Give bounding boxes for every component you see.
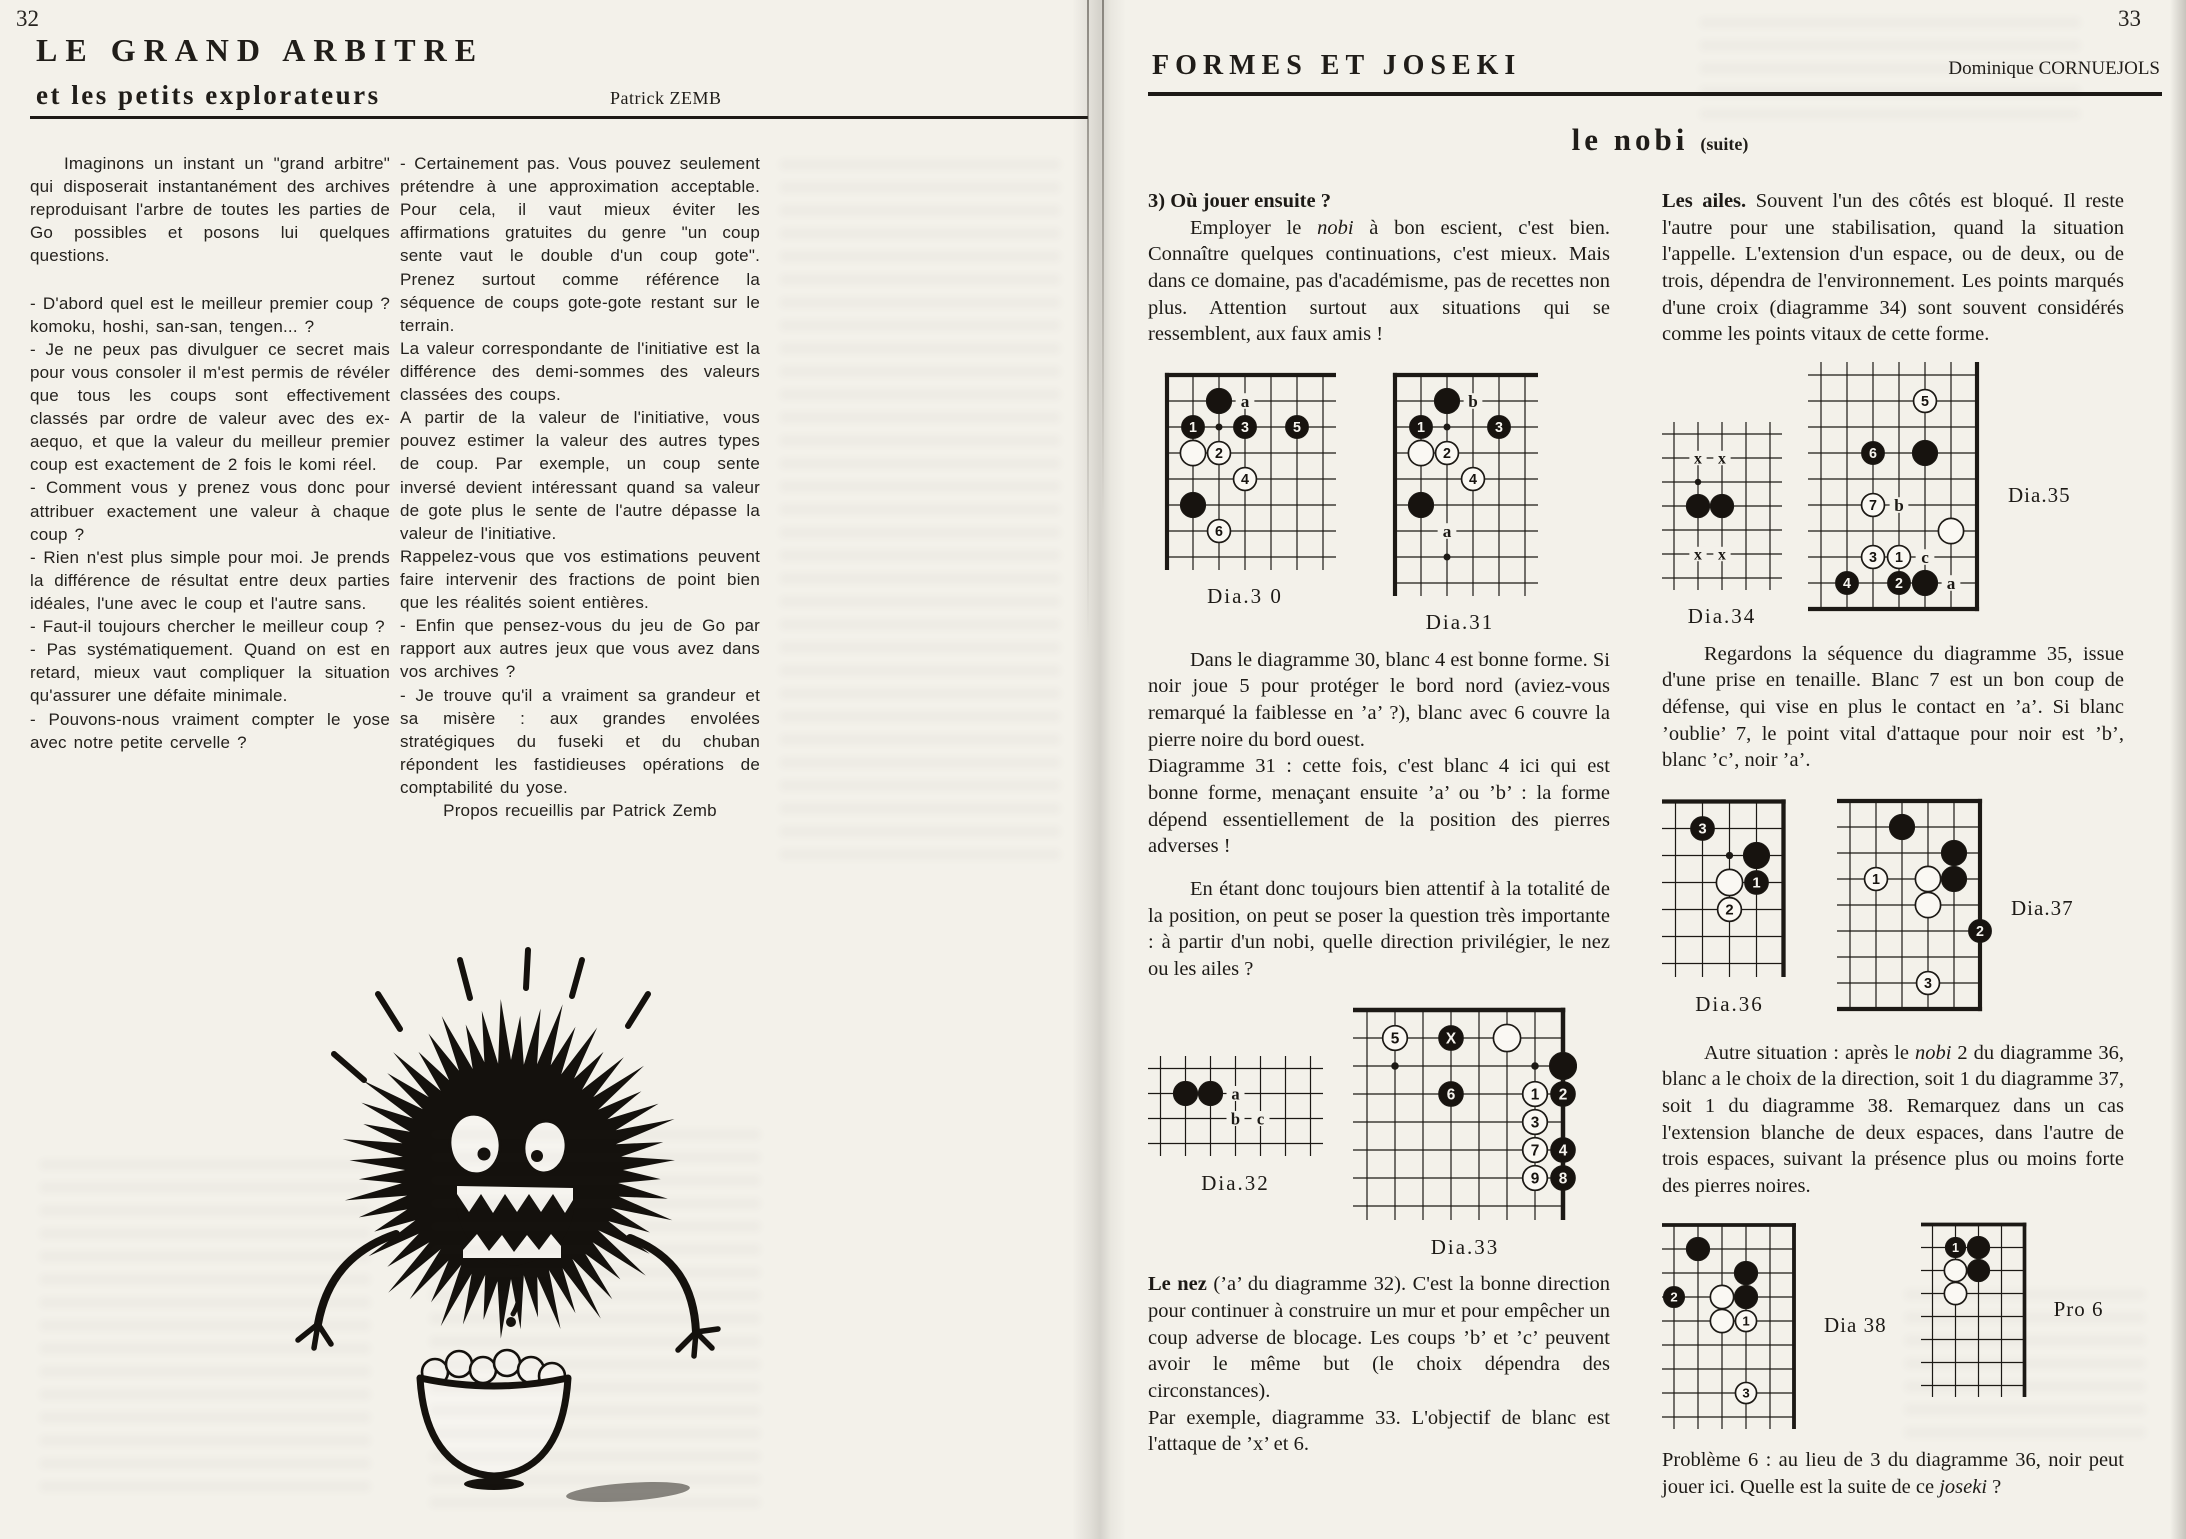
svg-text:1: 1: [1872, 871, 1880, 888]
svg-text:6: 6: [1869, 445, 1877, 462]
diagram-caption-38: Dia 38: [1824, 1312, 1887, 1337]
go-diagram-30: [1154, 362, 1336, 611]
left-article-title: LE GRAND ARBITRE: [36, 32, 485, 68]
right-col1-text-c: [1148, 1271, 1610, 1457]
paragraph: Rappelez-vous que vos estimations peuvent faire intervenir des fractions de point bien que les réalités soient entières.: [400, 546, 760, 613]
paragraph: Regardons la séquence du diagramme 35, issue d'une prise en tenaille. Blanc 7 est un bon coup de défense, qui vise en plus le contact en ’a’. Si blanc ’oublie’ 7, le point vital d'attaque pour noir est ’b’, blanc ’c’, noir ’a’.: [1662, 642, 2124, 772]
svg-text:4: 4: [1843, 575, 1851, 592]
svg-text:b: b: [1230, 1109, 1241, 1129]
svg-text:3: 3: [1530, 1114, 1540, 1132]
paragraph: Les ailes. Souvent l'un des côtés est bloqué. Il reste l'autre pour une stabilisation, quand la situation l'appelle. L'extension d'un espace, ou de deux, ou de trois, dépendra de l'environnement. Les points marqués d'une croix (diagramme 34) sont souvent considérés comme les points vitaux de cette forme.: [1662, 190, 2125, 346]
svg-text:2: 2: [1895, 575, 1903, 592]
page-number-left: 32: [16, 6, 39, 31]
gutter-line: [1087, 0, 1089, 640]
paragraph: - Pas systématiquement. Quand on est en retard, mieux vaut compliquer la situation qu'assurer une défaite minimale.: [30, 640, 390, 706]
right-col1-text-b: [1148, 647, 1610, 983]
svg-text:4: 4: [1241, 471, 1249, 488]
svg-text:3: 3: [1742, 1386, 1750, 1402]
svg-text:3: 3: [1869, 549, 1877, 566]
svg-text:a: a: [1946, 574, 1956, 594]
diagram-caption-31: Dia.31: [1425, 610, 1495, 635]
svg-text:1: 1: [1742, 1314, 1750, 1330]
paragraph: Diagramme 31 : cette fois, c'est blanc 4 ici qui est bonne forme, menaçant ensuite ’a’ ou ’b’ : la forme dépend essentiellement de la position des pierres adverses !: [1148, 755, 1610, 858]
go-diagram-37: [1837, 788, 2074, 1030]
go-board-37: [1837, 788, 1993, 1030]
svg-text:7: 7: [1530, 1142, 1540, 1160]
diagram-caption-30: Dia.3 0: [1207, 584, 1283, 609]
paragraph: En étant donc toujours bien attentif à la totalité de la position, on peut se poser la question très importante : à partir d'un nobi, quelle direction privilégier, le nez ou les ailes ?: [1148, 877, 1610, 980]
svg-text:c: c: [1921, 548, 1929, 568]
paragraph: Imaginons un instant un "grand arbitre" qui disposerait instantanément des archives reproduisant l'arbre de toutes les parties de Go possibles et posons lui quelques questions.: [30, 154, 390, 266]
go-diagram-31: [1382, 362, 1538, 637]
section-heading-suffix: (suite): [1700, 134, 1749, 154]
paragraph: Par exemple, diagramme 33. L'objectif de blanc est l'attaque de ’x’ et 6.: [1148, 1406, 1610, 1456]
go-board-31: [1382, 362, 1538, 604]
go-diagram-33: [1353, 996, 1577, 1261]
diagram-row-38-pro6: [1662, 1213, 2124, 1437]
paragraph: Employer le nobi à bon escient, c'est bien. Connaître quelques continuations, c'est mieux. Mais dans ce domaine, pas d'académisme, pas de recettes non plus. Attention surtout aux situations qui se ressemblent, aux faux amis !: [1148, 216, 1610, 346]
svg-text:5: 5: [1921, 393, 1929, 410]
angry-furball-cartoon: [228, 932, 750, 1532]
paragraph: - Comment vous y prenez vous donc pour attribuer exactement une valeur à chaque coup ?: [30, 478, 390, 544]
paragraph: 3) Où jouer ensuite ?: [1148, 190, 1331, 212]
svg-text:2: 2: [1670, 1290, 1678, 1306]
svg-text:1: 1: [1530, 1086, 1540, 1104]
go-board-30: [1154, 362, 1336, 578]
paragraph: - Faut-il toujours chercher le meilleur coup ?: [30, 617, 385, 637]
diagram-caption-35: Dia.35: [2008, 483, 2071, 508]
diagram-row-30-31: [1154, 362, 1610, 637]
sheet-edge-shade: [2170, 0, 2186, 1539]
section-heading-main: le nobi: [1571, 122, 1689, 157]
left-column-2-text: [400, 152, 760, 799]
svg-text:3: 3: [1698, 821, 1707, 838]
gutter-line: [1102, 0, 1104, 520]
right-col2-text-a: [1662, 188, 2124, 348]
paragraph: - Je ne peux pas divulguer ce secret mais pour vous consoler il m'est permis de révéler que tous les coups sont effectivement classés par ordre de valeur avec des ex-aequo, et que la valeur du meilleur premier coup est exactement de 2 fois le komi réel.: [30, 339, 390, 475]
left-column-1: [30, 152, 390, 754]
right-header-rule: [1148, 92, 2162, 96]
diagram-caption-36: Dia.36: [1695, 991, 1764, 1016]
svg-text:3: 3: [1241, 419, 1249, 436]
section-heading: [1280, 122, 2040, 158]
diagram-caption-32: Dia.32: [1201, 1171, 1270, 1196]
go-diagram-pro6: [1921, 1213, 2104, 1405]
right-col2-text-b: [1662, 641, 2124, 774]
svg-text:3: 3: [1924, 975, 1932, 992]
right-article-author: Dominique CORNUEJOLS: [1948, 58, 2160, 79]
go-board-32: [1148, 1056, 1323, 1164]
svg-text:1: 1: [1895, 549, 1903, 566]
svg-text:x: x: [1718, 546, 1726, 564]
diagram-caption-34: Dia.34: [1687, 604, 1757, 629]
svg-text:4: 4: [1558, 1142, 1568, 1160]
svg-text:x: x: [1718, 450, 1726, 468]
paragraph: - D'abord quel est le meilleur premier coup ? komoku, hoshi, san-san, tengen... ?: [30, 293, 390, 336]
paragraph: La valeur correspondante de l'initiative est la différence des demi-sommes des valeurs classées des coups.: [400, 338, 760, 405]
diagram-caption-pro6: Pro 6: [2053, 1296, 2104, 1321]
svg-text:1: 1: [1752, 875, 1761, 892]
svg-text:7: 7: [1869, 497, 1877, 514]
svg-text:6: 6: [1446, 1086, 1456, 1104]
right-article-title: FORMES ET JOSEKI: [1152, 50, 1522, 81]
right-column-2: [1662, 188, 2124, 1500]
paragraph: - Certainement pas. Vous pouvez seulement prétendre à une approximation acceptable. Pour cela, il vaut mieux éviter les affirmations gratuites du genre "un coup sente vaut le double d'un coup gote". Prenez surtout comme référence la séquence de coups gote-gote restant sur le terrain.: [400, 154, 760, 335]
paragraph: Dans le diagramme 30, blanc 4 est bonne forme. Si noir joue 5 pour protéger le bord nord (aviez-vous remarqué la faiblesse en ’a’ ?), blanc avec 6 couvre la pierre noire du bord ouest.: [1148, 648, 1610, 751]
svg-text:a: a: [1240, 392, 1250, 412]
svg-text:2: 2: [1725, 902, 1734, 919]
svg-text:8: 8: [1558, 1170, 1568, 1188]
svg-text:2: 2: [1976, 923, 1984, 940]
svg-text:b: b: [1468, 392, 1478, 412]
diagram-caption-33: Dia.33: [1430, 1235, 1500, 1260]
right-col1-text-a: [1148, 188, 1610, 348]
go-board-34: [1662, 422, 1782, 598]
paragraph: Autre situation : après le nobi 2 du diagramme 36, blanc a le choix de la direction, soit 1 du diagramme 37, soit 1 du diagramme 38. Remarquez dans un cas l'extension blanche de deux espaces, dans l'autre de trois espaces, suivant la présence plus ou moins forte des pierres noires.: [1662, 1041, 2124, 1197]
go-diagram-32: [1148, 1056, 1323, 1197]
right-column-1: [1148, 188, 1610, 1458]
paragraph: - Pouvons-nous vraiment compter le yose avec notre petite cervelle ?: [30, 709, 390, 752]
diagram-row-32-33: [1148, 996, 1610, 1261]
bleedthrough-text: [780, 160, 1060, 860]
svg-text:1: 1: [1189, 419, 1197, 436]
paragraph: - Je trouve qu'il a vraiment sa grandeur et sa misère : aux grandes envolées stratégiques du fuseki et du chuban répondent les fastidieuses opérations de comptabilité du yose.: [400, 685, 760, 797]
svg-text:9: 9: [1530, 1170, 1540, 1188]
right-col2-text-c: [1662, 1040, 2124, 1200]
page-number-right: 33: [2118, 6, 2141, 31]
page-gutter-shadow: [1072, 0, 1126, 1539]
svg-text:1: 1: [1417, 419, 1425, 436]
svg-text:a: a: [1231, 1084, 1240, 1104]
go-board-33: [1353, 996, 1577, 1228]
svg-text:3: 3: [1495, 419, 1503, 436]
left-article-author: Patrick ZEMB: [610, 88, 722, 108]
svg-text:a: a: [1442, 522, 1452, 542]
left-header-rule: [30, 116, 1088, 119]
svg-text:X: X: [1445, 1030, 1457, 1048]
svg-text:x: x: [1694, 450, 1702, 468]
go-board-36: [1662, 788, 1797, 985]
svg-text:c: c: [1256, 1109, 1265, 1129]
go-board-38: [1662, 1213, 1806, 1437]
diagram-row-34-35: [1662, 362, 2124, 631]
go-board-pro6: [1921, 1213, 2036, 1405]
right-col2-text-d: [1662, 1447, 2124, 1500]
svg-text:6: 6: [1215, 523, 1223, 540]
paragraph: Problème 6 : au lieu de 3 du diagramme 36, noir peut jouer ici. Quelle est la suite de ce joseki ?: [1662, 1449, 2124, 1498]
svg-text:2: 2: [1558, 1086, 1568, 1104]
left-article-subtitle: et les petits explorateurs: [36, 80, 381, 110]
svg-text:2: 2: [1215, 445, 1223, 462]
go-board-35: [1808, 362, 1990, 630]
diagram-row-36-37: [1662, 788, 2124, 1030]
svg-text:1: 1: [1951, 1241, 1959, 1256]
svg-text:5: 5: [1293, 419, 1301, 436]
paragraph: Le nez (’a’ du diagramme 32). C'est la bonne direction pour continuer à construire un mur et pour empêcher un coup adverse de blocage. Les coups ’b’ et ’c’ peuvent avoir le même but (le choix dépendra des circonstances).: [1148, 1273, 1610, 1402]
svg-text:5: 5: [1390, 1030, 1400, 1048]
go-diagram-36: [1662, 788, 1797, 1018]
credit-line: Propos recueillis par Patrick Zemb: [443, 801, 717, 821]
diagram-caption-37: Dia.37: [2011, 896, 2074, 921]
go-diagram-38: [1662, 1213, 1887, 1437]
go-diagram-35: [1808, 362, 2071, 630]
left-column-2: [400, 152, 760, 822]
svg-text:2: 2: [1443, 445, 1451, 462]
paragraph: - Enfin que pensez-vous du jeu de Go par rapport aux autres jeux que vous avez dans vos archives ?: [400, 616, 760, 682]
svg-text:4: 4: [1469, 471, 1477, 488]
paragraph: A partir de la valeur de l'initiative, vous pouvez estimer la valeur des autres types de coup. Par exemple, un coup sente inversé devient intéressant quand sa valeur de gote plus le sente de l'autre dépasse la valeur de l'initiative.: [400, 408, 760, 543]
go-diagram-34: [1662, 422, 1782, 631]
paragraph: - Rien n'est plus simple pour moi. Je prends la différence de résultat entre deux parties idéales, l'une avec le coup et l'autre sans.: [30, 547, 390, 613]
svg-text:x: x: [1694, 546, 1702, 564]
svg-text:b: b: [1894, 496, 1904, 516]
